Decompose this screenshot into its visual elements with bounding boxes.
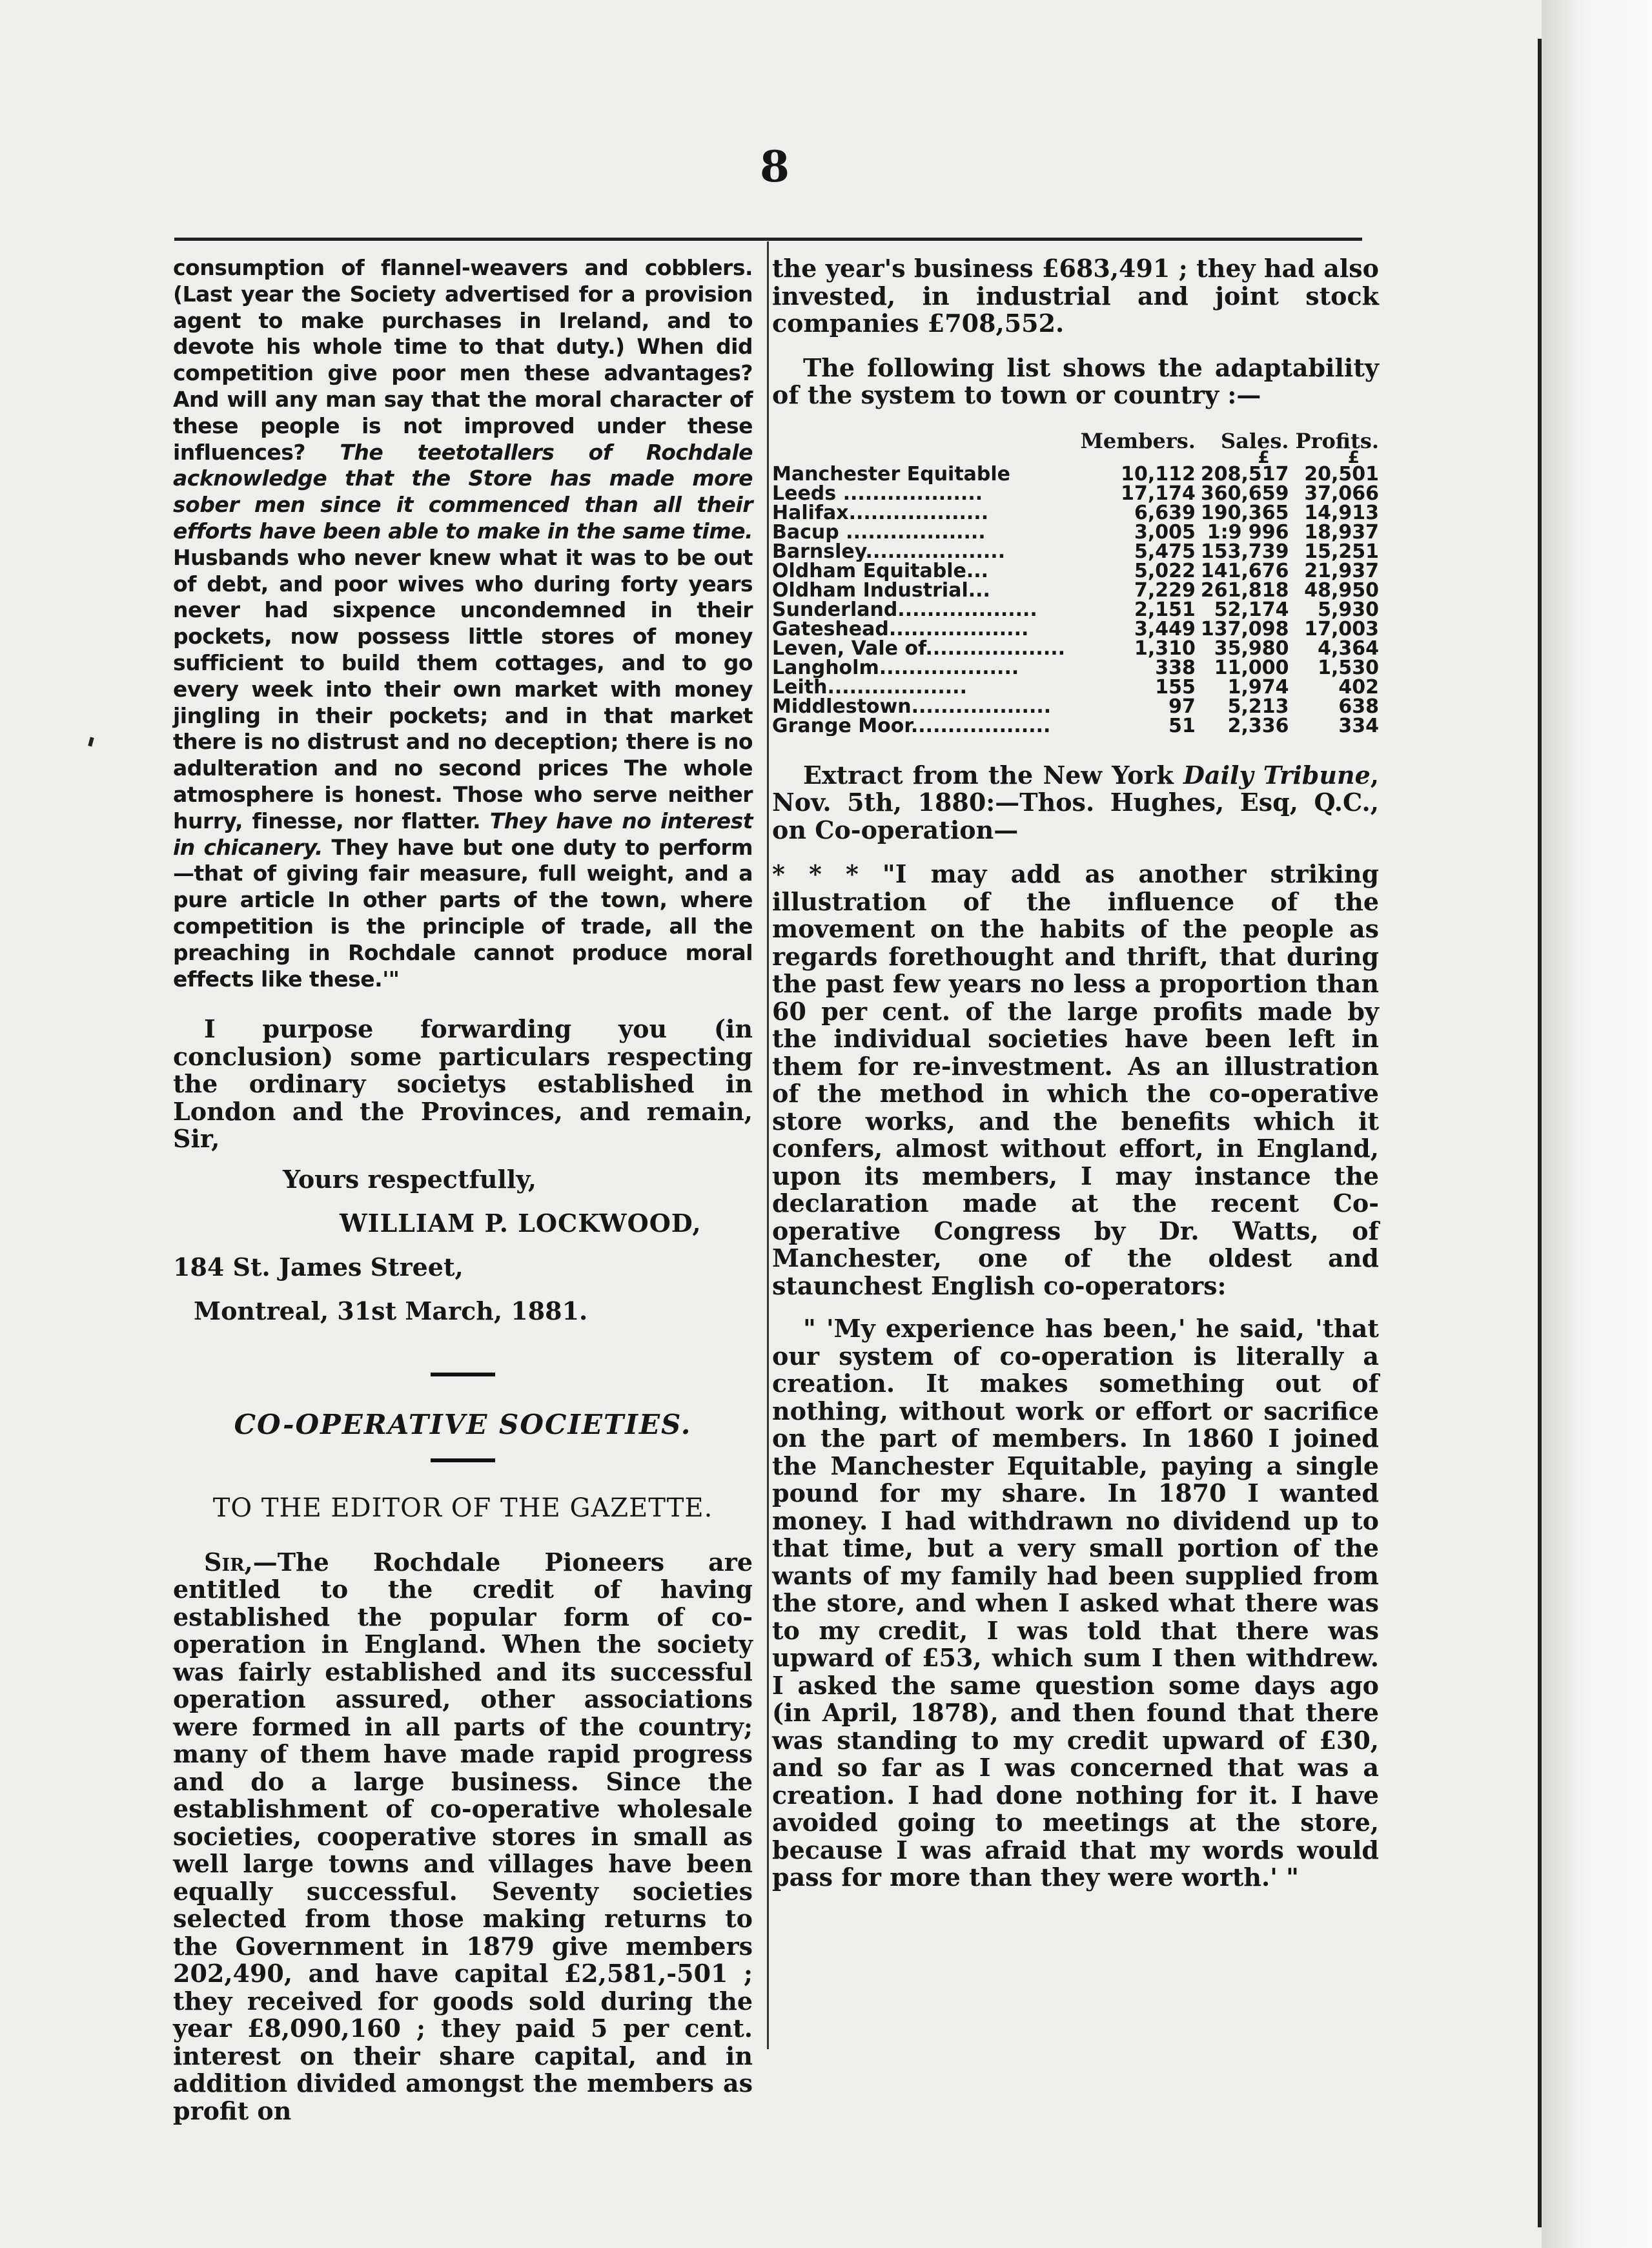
header-rule	[174, 238, 1362, 241]
table-row	[772, 678, 1379, 697]
table-row	[772, 523, 1379, 542]
members-value: 6,639	[1134, 501, 1196, 524]
title-rule-top	[431, 1373, 495, 1376]
society-name: Grange Moor...................	[772, 716, 1051, 736]
continued-paragraph: the year's business £683,491 ; they had also invested, in industrial and joint stock companies £708,552.	[772, 254, 1379, 338]
members-value: 17,174	[1121, 482, 1196, 505]
members-value: 2,151	[1134, 598, 1196, 621]
sales-value: 2,336	[1227, 714, 1289, 737]
letter-opening: Sir,—	[204, 1547, 278, 1577]
society-name: Leven, Vale of...................	[772, 639, 1066, 659]
letter-text: The Rochdale Pioneers are entitled to the credit of having established the popular form of co-operation in England. When the society was fairly established and its successful operation assured, other associations were formed in all parts of the country; many of them have made rapid progress and do a large business. Since the establishment of co-operative wholesale societies, cooperative stores in small as well large towns and villages have been equally successful. Seventy societies selected from those making returns to the Government in 1879 give members 202,490, and have capital £2,581,-501 ; they received for goods sold during the year £8,090,160 ; they paid 5 per cent. interest on their share capital, and in addition divided amongst the members as profit on	[173, 1547, 753, 2125]
quote-watts: " 'My experience has been,' he said, 'that our system of co-operation is literally a creation. It makes something out of nothing, without work or effort or sacrifice on the part of members. In 1860 I joined the Manchester Equitable, paying a single pound for my share. In 1870 I wanted money. I had withdrawn no dividend up to that time, but a very small portion of the wants of my family had been supplied from the store, and when I asked what there was to my credit, I was told that there was upward of £53, which sum I then withdrew. I asked the same question some days ago (in April, 1878), and then found that there was standing to my credit upward of £30, and so far as I was concerned that was a creation. I had done nothing for it. I have avoided going to meetings at the store, because I was afraid that my words would pass for more than they were worth.' "	[772, 1314, 1379, 1892]
column-divider	[767, 241, 769, 2049]
table-row	[772, 620, 1379, 639]
sales-value: 360,659	[1200, 482, 1289, 505]
address-date: Montreal, 31st March, 1881.	[194, 1296, 588, 1325]
profits-value: 17,003	[1304, 617, 1379, 640]
table-row	[772, 697, 1379, 717]
editor-heading: TO THE EDITOR OF THE GAZETTE.	[212, 1493, 713, 1523]
page-number: 8	[760, 141, 790, 192]
unit-sales: £	[1258, 447, 1270, 467]
header-sales: Sales.	[1221, 428, 1289, 453]
continued-quotation: consumption of flannel-weavers and cobblers. (Last year the Society advertised for a provision agent to make purchases in Ireland, and to devote his whole time to that duty.) When did competition give poor men these advantages? And will any man say that the moral character of these people is not improved under these influences? The teetotallers of Rochdale acknowledge that the Store has made more sober men since it commenced than all their efforts have been able to make in the same time. Husbands who never knew what it was to be out of debt, and poor wives who during forty years never had sixpence uncondemned in their pockets, now possess little stores of money sufficient to build them cottages, and to go every week into their own market with money jingling in their pockets; and in that market there is no distrust and no deception; there is no adulteration and no second prices The whole atmosphere is honest. Those who serve neither hurry, finesse, nor flatter. They have no interest in chicanery. They have but one duty to perform—that of giving fair measure, full weight, and a pure article In other parts of the town, where competition is the principle of trade, all the preaching in Rochdale cannot produce moral effects like these.'"	[173, 255, 753, 992]
members-value: 3,449	[1134, 617, 1196, 640]
sales-value: 261,818	[1200, 578, 1289, 602]
society-name: Sunderland...................	[772, 600, 1037, 620]
profits-value: 5,930	[1318, 598, 1379, 621]
section-title: CO-OPERATIVE SOCIETIES.	[234, 1408, 692, 1440]
profits-value: 21,937	[1304, 559, 1379, 582]
cooperative-table	[772, 428, 1379, 737]
table-row	[772, 600, 1379, 620]
header-members: Members.	[1080, 428, 1196, 453]
profits-value: 402	[1338, 675, 1379, 699]
society-name: Bacup ...................	[772, 522, 986, 542]
sales-value: 1,974	[1227, 675, 1289, 699]
society-name: Oldham Equitable...	[772, 561, 989, 581]
sales-value: 190,365	[1200, 501, 1289, 524]
members-value: 1,310	[1134, 637, 1196, 660]
sales-value: 35,980	[1214, 637, 1289, 660]
profits-value: 18,937	[1304, 520, 1379, 544]
members-value: 7,229	[1134, 578, 1196, 602]
society-name: Barnsley...................	[772, 542, 1006, 562]
society-name: Middlestown...................	[772, 697, 1052, 717]
page-edge-shadow	[1542, 0, 1652, 2248]
members-value: 155	[1155, 675, 1196, 699]
extract-intro: Extract from the New York Daily Tribune, Nov. 5th, 1880:—Thos. Hughes, Esq, Q.C., on Co-operation—	[772, 760, 1380, 844]
signature: WILLIAM P. LOCKWOOD,	[340, 1208, 702, 1238]
salutation: Yours respectfully,	[283, 1164, 536, 1194]
header-profits: Profits.	[1295, 428, 1379, 453]
sales-value: 208,517	[1200, 462, 1289, 485]
profits-value: 37,066	[1304, 482, 1379, 505]
society-name: Halifax...................	[772, 503, 989, 523]
society-name: Gateshead...................	[772, 619, 1029, 639]
left-column	[173, 255, 753, 2125]
table-row	[772, 542, 1379, 562]
profits-value: 1,530	[1318, 656, 1379, 679]
table-body	[772, 462, 1379, 737]
sales-value: 153,739	[1200, 540, 1289, 563]
table-row	[772, 639, 1379, 659]
unit-profits: £	[1347, 447, 1360, 467]
members-value: 5,475	[1134, 540, 1196, 563]
members-value: 10,112	[1121, 462, 1196, 485]
title-rule-bottom	[431, 1458, 495, 1462]
table-row	[772, 659, 1379, 678]
table-row	[772, 717, 1379, 736]
members-value: 338	[1155, 656, 1196, 679]
letter-body	[173, 1549, 753, 2125]
table-row	[772, 581, 1379, 600]
society-name: Oldham Industrial...	[772, 580, 990, 600]
profits-value: 48,950	[1304, 578, 1379, 602]
table-row	[772, 484, 1379, 504]
sales-value: 11,000	[1214, 656, 1289, 679]
profits-value: 4,364	[1318, 637, 1379, 660]
page-edge-line	[1538, 39, 1542, 2227]
sales-value: 137,098	[1200, 617, 1289, 640]
society-name: Leith...................	[772, 677, 967, 697]
table-row	[772, 562, 1379, 581]
members-value: 5,022	[1134, 559, 1196, 582]
address-street: 184 St. James Street,	[173, 1252, 464, 1282]
sales-value: 141,676	[1200, 559, 1289, 582]
table-intro: The following list shows the adaptability of the system to town or country :—	[772, 353, 1379, 409]
profits-value: 14,913	[1304, 501, 1379, 524]
table-row	[772, 504, 1379, 523]
closing-paragraph: I purpose forwarding you (in conclusion) some particulars respecting the ordinary societys established in London and the Provinces, and remain, Sir,	[173, 1014, 753, 1154]
sales-value: 5,213	[1227, 695, 1289, 718]
society-name: Langholm...................	[772, 658, 1019, 678]
members-value: 51	[1168, 714, 1196, 737]
profits-value: 334	[1338, 714, 1379, 737]
society-name: Manchester Equitable	[772, 464, 1011, 484]
members-value: 97	[1168, 695, 1196, 718]
members-value: 3,005	[1134, 520, 1196, 544]
table-header-row	[772, 431, 1379, 451]
profits-value: 15,251	[1304, 540, 1379, 563]
right-column	[772, 255, 1379, 1892]
sales-value: 52,174	[1214, 598, 1289, 621]
quote-hughes: * * * "I may add as another striking illustration of the influence of the movement on the habits of the people as regards forethought and thrift, that during the past few years no less a proportion than 60 per cent. of the large profits made by the individual societies have been left in them for re-investment. As an illustration of the method in which the co-operative store works, and the benefits which it confers, almost without effort, in England, upon its members, I may instance the declaration made at the recent Co-operative Congress by Dr. Watts, of Manchester, one of the oldest and staunchest English co-operators:	[772, 859, 1379, 1300]
society-name: Leeds ...................	[772, 484, 983, 504]
table-row	[772, 465, 1379, 484]
profits-value: 20,501	[1304, 462, 1379, 485]
sales-value: 1:9 996	[1207, 520, 1289, 544]
profits-value: 638	[1338, 695, 1379, 718]
